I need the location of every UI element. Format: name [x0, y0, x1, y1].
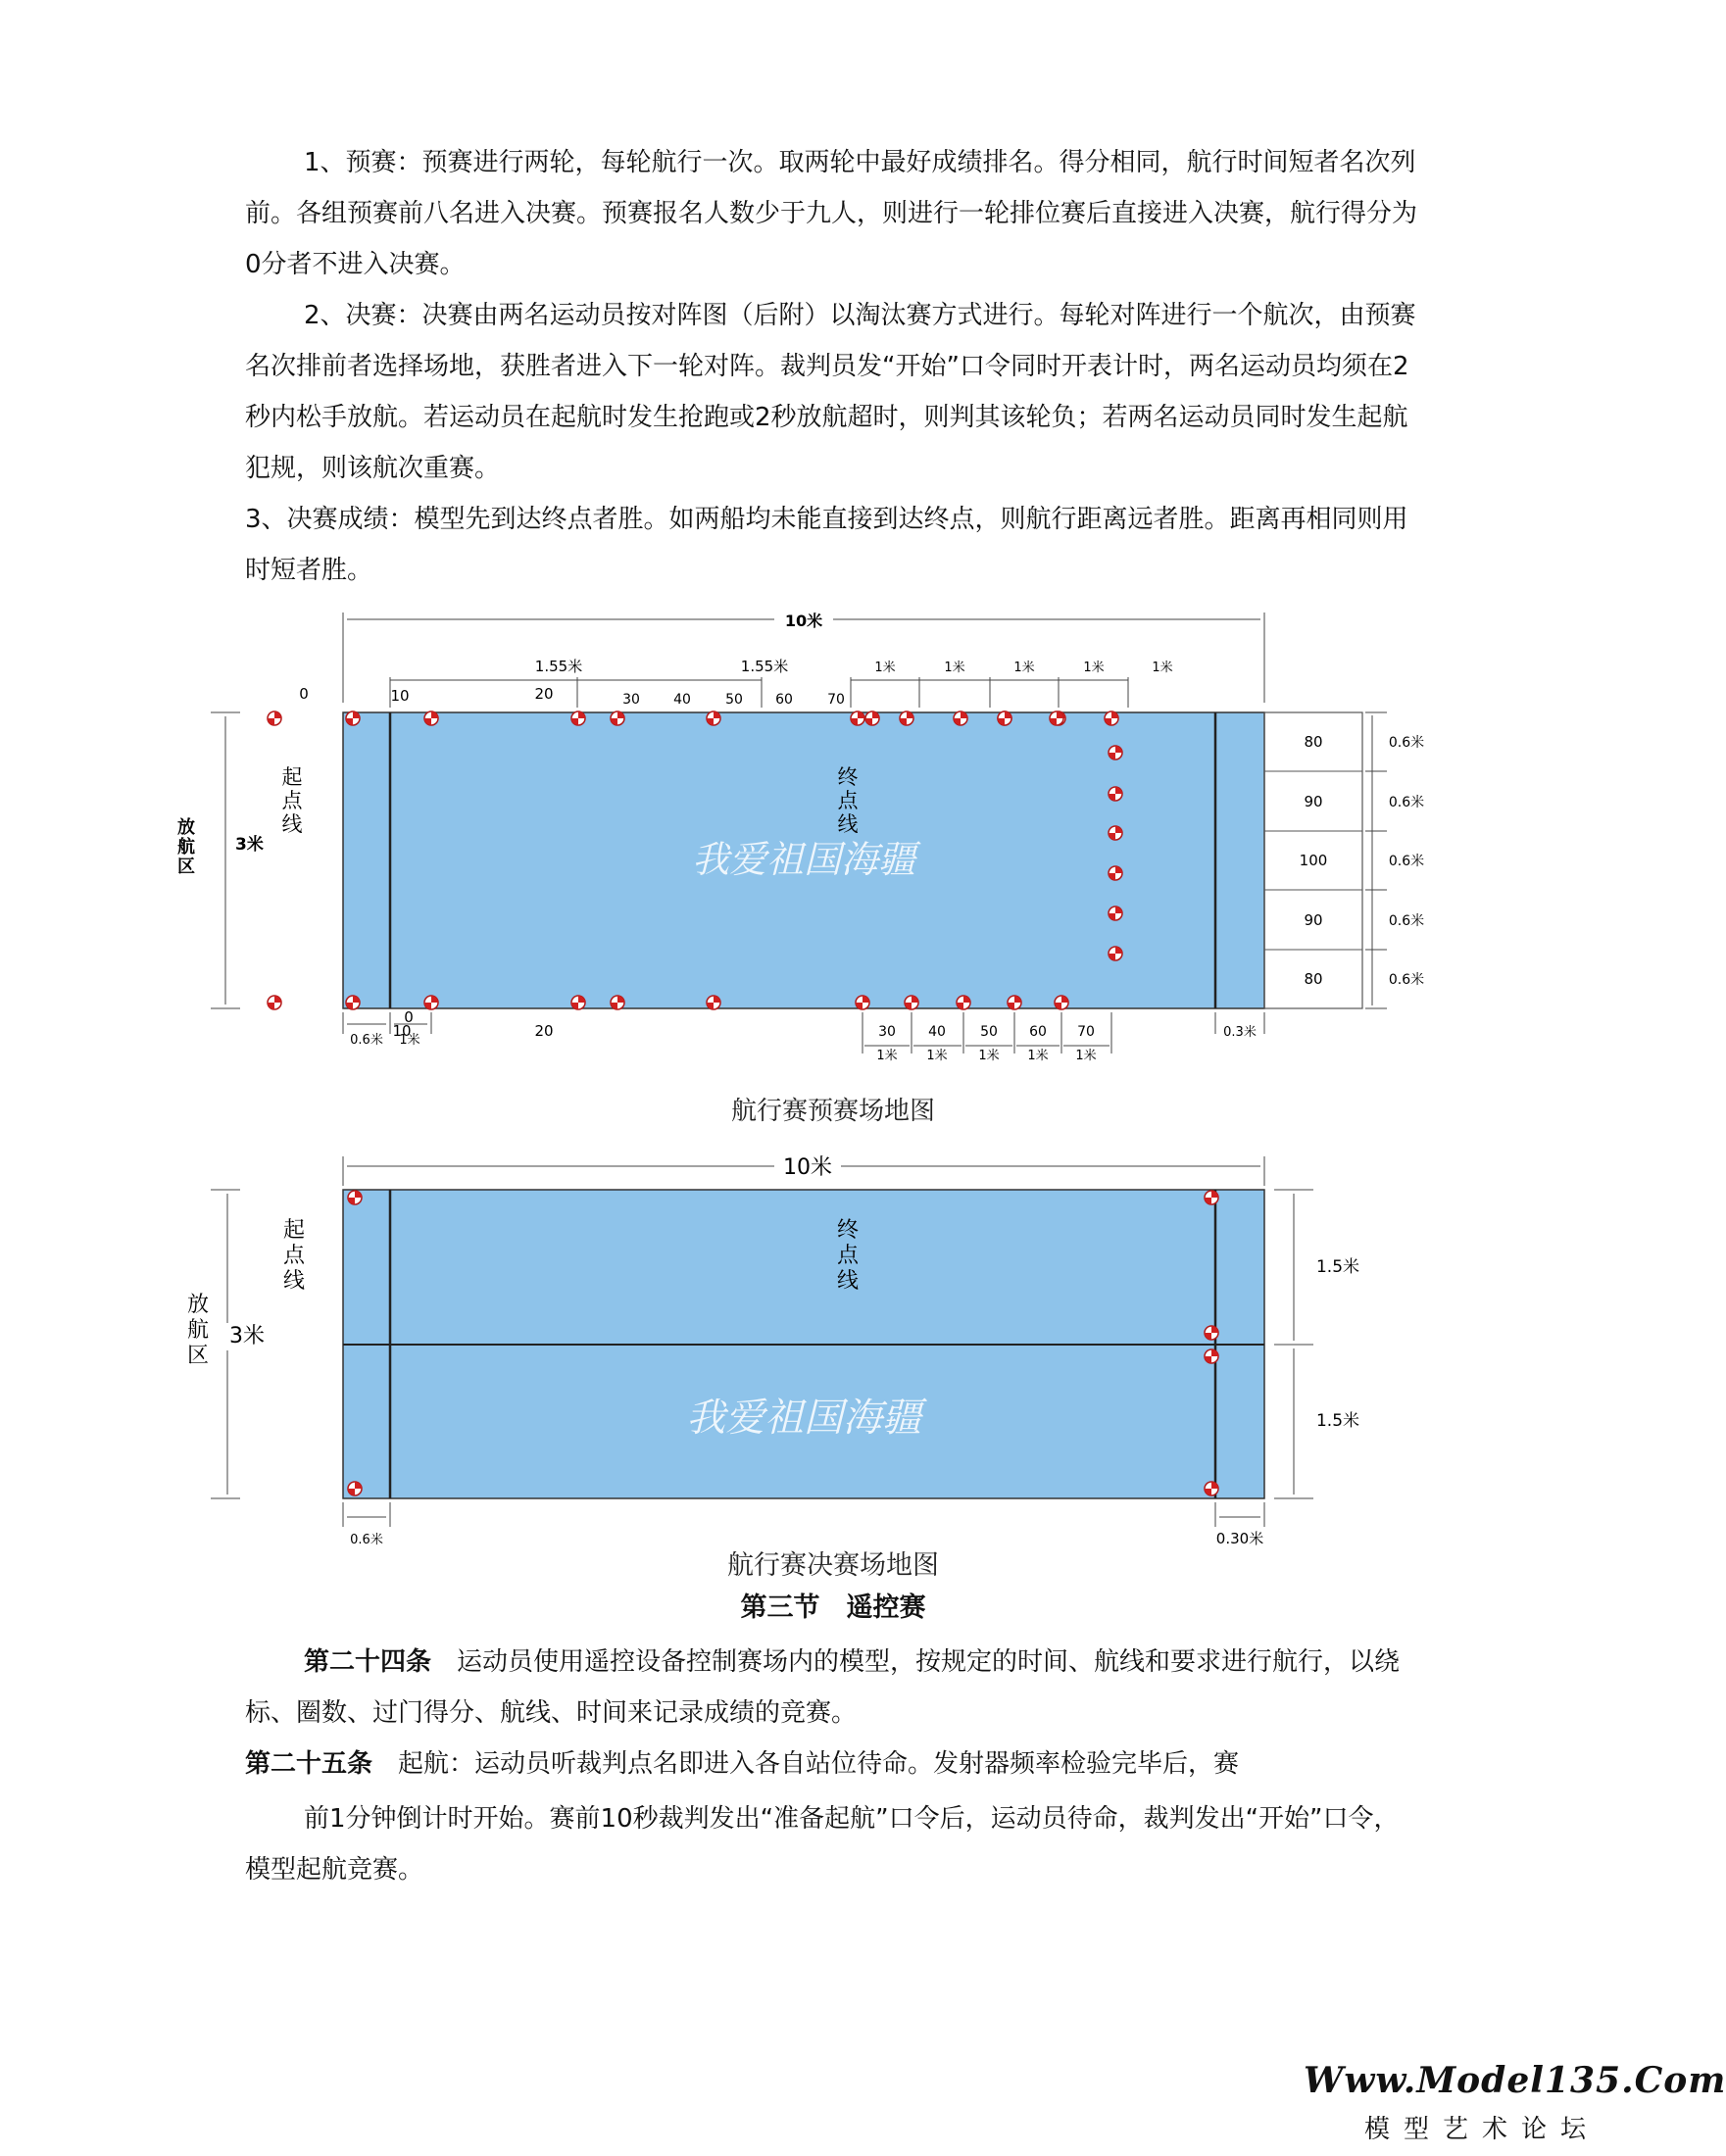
- left-margin-label: 0.6米: [350, 1533, 383, 1547]
- preliminary-course-diagram: [177, 593, 1425, 1063]
- diagram2-caption: 航行赛决赛场地图: [727, 1550, 939, 1581]
- top-score-label: 0: [299, 685, 309, 703]
- top-span-label: 1.55米: [534, 658, 583, 675]
- finish-line-label: 终点线: [837, 765, 859, 836]
- total-width-label: 10米: [784, 612, 823, 630]
- paragraph-final-result: 3、决赛成绩：模型先到达终点者胜。如两船均未能直接到达终点，则航行距离远者胜。距离再相同则用时短者胜。: [245, 505, 1408, 585]
- top-score-label: 60: [775, 692, 793, 708]
- top-score-label: 10: [390, 687, 410, 705]
- height-label: 3米: [229, 1324, 265, 1348]
- height-label: 3米: [235, 835, 264, 855]
- banner-text: 我爱祖国海疆: [686, 1396, 921, 1441]
- top-span-label: 1米: [1083, 661, 1105, 675]
- bottom-score-label: 20: [534, 1022, 554, 1040]
- right-score-label: 80: [1304, 970, 1323, 988]
- top-span-label: 1米: [874, 661, 896, 675]
- right-span-label: 0.6米: [1388, 735, 1425, 751]
- start-line-label: 起点线: [281, 765, 303, 836]
- final-course-diagram: [186, 1147, 1421, 1578]
- top-score-label: 30: [622, 692, 640, 708]
- article-24: [245, 1637, 1421, 1739]
- total-width-label: 10米: [783, 1155, 832, 1180]
- article-24-title: 第二十四条: [304, 1647, 432, 1677]
- right-score-label: 100: [1299, 852, 1328, 869]
- article-25-text: 起航：运动员听裁判点名即进入各自站位待命。发射器频率检验完毕后，赛: [372, 1749, 1240, 1779]
- bottom-score-label: 10: [392, 1022, 412, 1040]
- banner-text: 我爱祖国海疆: [691, 838, 916, 881]
- right-margin-label: 0.3米: [1223, 1025, 1257, 1040]
- bottom-span-label: 1米: [399, 1033, 420, 1048]
- bottom-score-label: 70: [1077, 1024, 1095, 1040]
- right-span-label: 0.6米: [1388, 972, 1425, 988]
- article-25-continued: 前1分钟倒计时开始。赛前10秒裁判发出“准备起航”口令后，运动员待命，裁判发出“开始”口令，模型起航竞赛。: [245, 1804, 1400, 1885]
- top-span-label: 1.55米: [740, 658, 789, 675]
- paragraph-preliminary: 1、预赛：预赛进行两轮，每轮航行一次。取两轮中最好成绩排名。得分相同，航行时间短者名次列前。各组预赛前八名进入决赛。预赛报名人数少于九人，则进行一轮排位赛后直接进入决赛，航行得分为0分者不进入决赛。: [245, 148, 1418, 279]
- lane-width-label: 1.5米: [1315, 1411, 1360, 1431]
- top-score-label: 40: [673, 692, 691, 708]
- diagram1-caption: 航行赛预赛场地图: [730, 1097, 935, 1126]
- bottom-span-label: 1米: [926, 1049, 948, 1063]
- bottom-span-label: 1米: [1027, 1049, 1049, 1063]
- top-span-label: 1米: [1013, 661, 1035, 675]
- top-score-label: 70: [827, 692, 845, 708]
- right-span-label: 0.6米: [1388, 913, 1425, 929]
- right-score-label: 90: [1304, 793, 1323, 810]
- finish-line-label: 终点线: [836, 1218, 860, 1294]
- launch-area-label: 放航区: [186, 1293, 210, 1368]
- watermark-site: Www.Model135.Com: [1304, 2060, 1726, 2101]
- start-line-label: 起点线: [282, 1218, 306, 1294]
- watermark-forum: 模型艺术论坛: [1364, 2115, 1601, 2144]
- bottom-score-label: 50: [980, 1024, 998, 1040]
- bottom-score-label: 60: [1029, 1024, 1047, 1040]
- bottom-score-label: 30: [878, 1024, 896, 1040]
- paragraph-final: 2、决赛：决赛由两名运动员按对阵图（后附）以淘汰赛方式进行。每轮对阵进行一个航次，由预赛名次排前者选择场地，获胜者进入下一轮对阵。裁判员发“开始”口令同时开表计时，两名运动员均须在2秒内松手放航。若运动员在起航时发生抢跑或2秒放航超时，则判其该轮负；若两名运动员同时发生起航犯规，则该航次重赛。: [245, 301, 1416, 483]
- right-span-label: 0.6米: [1388, 795, 1425, 810]
- article-25: [245, 1739, 1421, 1789]
- top-score-label: 20: [534, 685, 554, 703]
- right-score-label: 80: [1304, 733, 1323, 751]
- right-span-label: 0.6米: [1388, 854, 1425, 869]
- bottom-span-label: 1米: [978, 1049, 1000, 1063]
- section-heading: 第三节 遥控赛: [740, 1592, 926, 1623]
- bottom-span-label: 1米: [1075, 1049, 1097, 1063]
- bottom-score-label: 40: [928, 1024, 946, 1040]
- article-25-title: 第二十五条: [245, 1749, 373, 1779]
- lane-width-label: 1.5米: [1315, 1257, 1360, 1277]
- top-span-label: 1米: [944, 661, 965, 675]
- right-margin-label: 0.30米: [1215, 1530, 1264, 1547]
- top-span-label: 1米: [1152, 661, 1173, 675]
- bottom-score-label: 0: [404, 1008, 414, 1026]
- bottom-span-label: 1米: [876, 1049, 898, 1063]
- left-margin-label: 0.6米: [350, 1033, 383, 1048]
- right-score-label: 90: [1304, 911, 1323, 929]
- article-24-text: 运动员使用遥控设备控制赛场内的模型，按规定的时间、航线和要求进行航行，以绕标、圈数、过门得分、航线、时间来记录成绩的竞赛。: [245, 1647, 1401, 1728]
- top-score-label: 50: [725, 692, 743, 708]
- launch-area-label: 放航区: [177, 817, 195, 877]
